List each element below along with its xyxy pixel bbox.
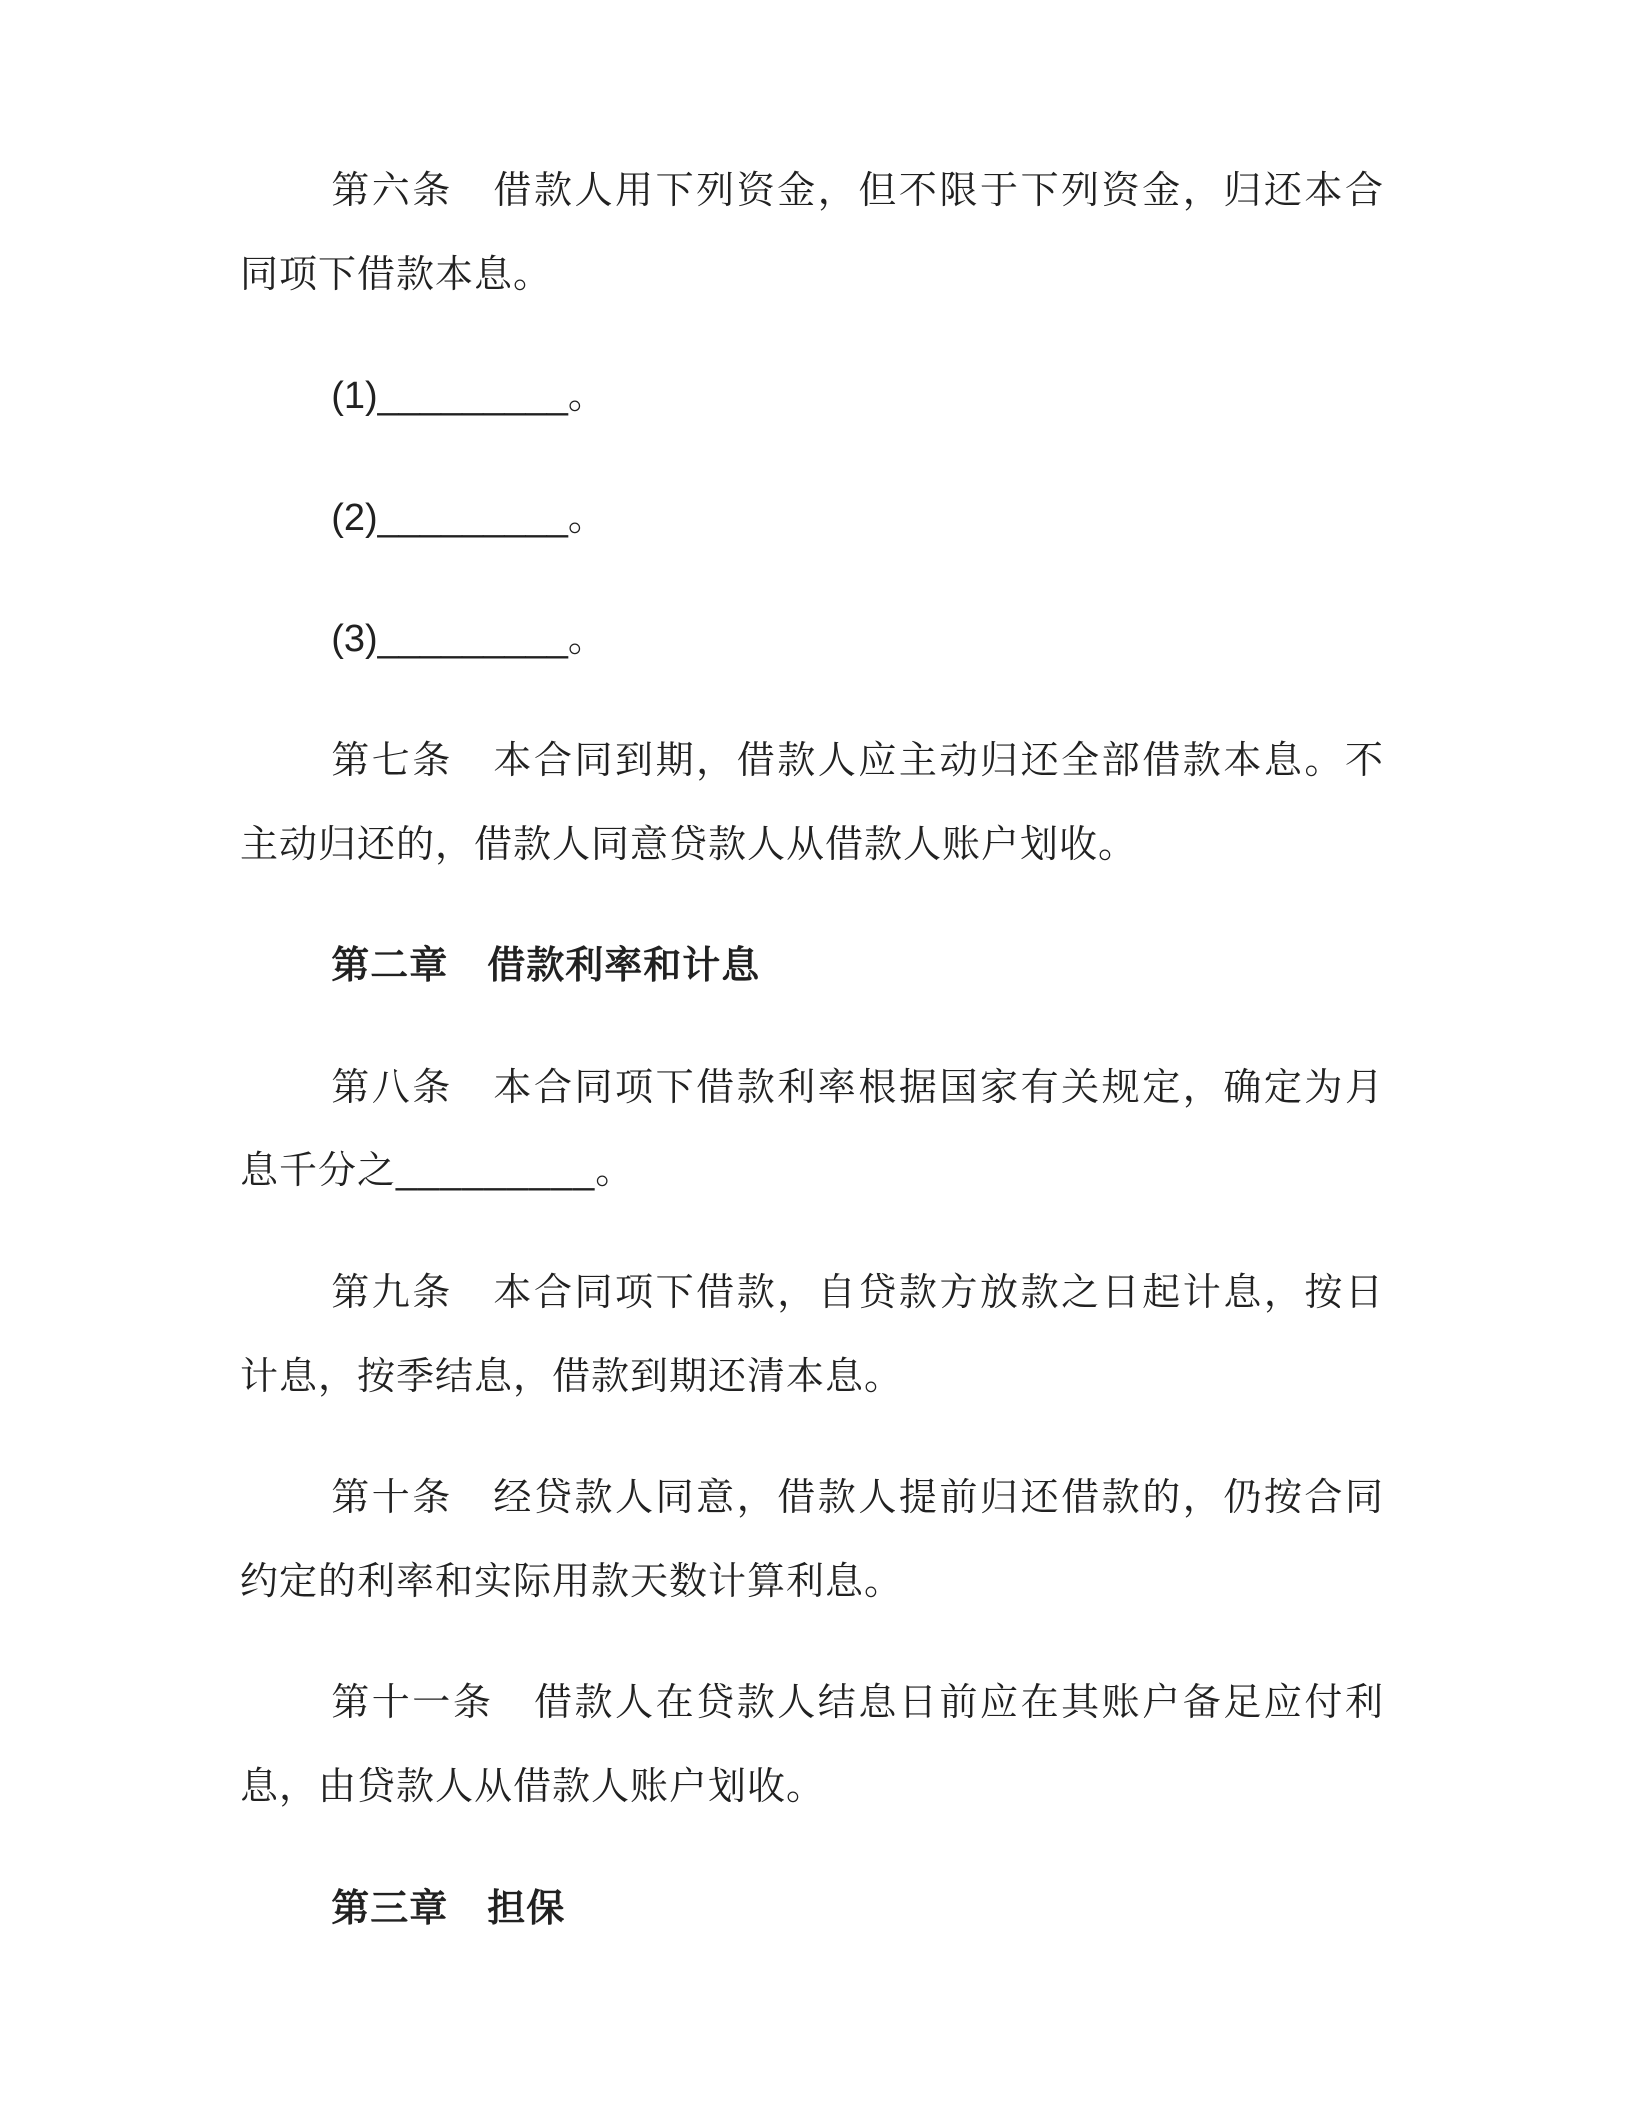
blank-item-2: (2)_________。 bbox=[331, 496, 606, 539]
clause-10-paragraph: 第十条 经贷款人同意，借款人提前归还借款的，仍按合同约定的利率和实际用款天数计算利息。 bbox=[240, 1477, 1384, 1603]
clause-8-paragraph: 第八条 本合同项下借款利率根据国家有关规定，确定为月息千分之_________。 bbox=[240, 1066, 1384, 1193]
blank-item-1: (1)_________。 bbox=[331, 375, 606, 418]
chapter-3-heading: 第三章 担保 bbox=[331, 1887, 566, 1930]
clause-11-paragraph: 第十一条 借款人在贷款人结息日前应在其账户备足应付利息，由贷款人从借款人账户划收。 bbox=[240, 1682, 1384, 1808]
clause-6-paragraph: 第六条 借款人用下列资金，但不限于下列资金，归还本合同项下借款本息。 bbox=[240, 170, 1384, 296]
blank-item-3: (3)_________。 bbox=[331, 618, 606, 661]
chapter-2-heading: 第二章 借款利率和计息 bbox=[331, 945, 761, 988]
contract-body bbox=[240, 150, 1384, 1951]
clause-9-paragraph: 第九条 本合同项下借款，自贷款方放款之日起计息，按日计息，按季结息，借款到期还清本息。 bbox=[240, 1271, 1384, 1398]
clause-7-paragraph: 第七条 本合同到期，借款人应主动归还全部借款本息。不主动归还的，借款人同意贷款人从借款人账户划收。 bbox=[240, 739, 1384, 866]
